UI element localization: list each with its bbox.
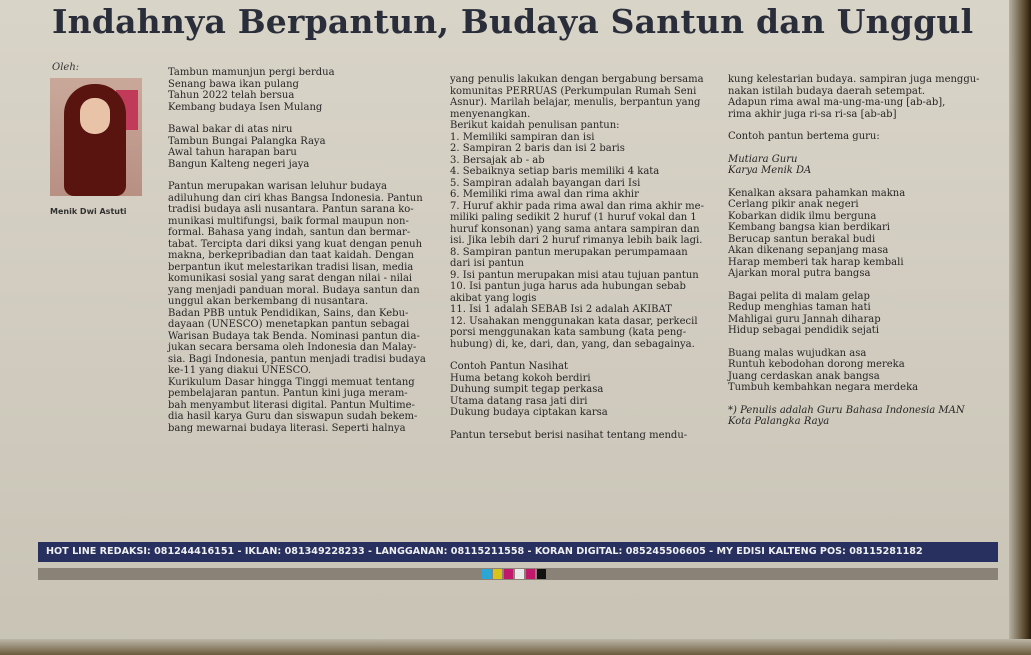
poem-stanza-3: Buang malas wujudkan asa Runtuh kebodohan dorong mereka Juang cerdaskan anak bangsa Tumbuh kembahkan negara merdeka [728,347,919,393]
example-guru-heading: Contoh pantun bertema guru: [728,131,880,142]
poem-title: Mutiara Guru Karya Menik DA [728,153,812,176]
paper-edge-bottom [0,639,1031,655]
example-pantun-nasihat: Contoh Pantun Nasihat Huma betang kokoh berdiri Duhung sumpit tegap perkasa Utama datang rasa jati diri Dukung budaya ciptakan karsa [450,361,608,418]
print-color-swatch-black [537,569,546,579]
opening-pantun-2: Bawal bakar di atas niru Tambun Bungai Palangka Raya Awal tahun harapan baru Bangun Kalteng negeri jaya [168,124,326,170]
author-photo [50,78,142,196]
article-body-2: Pantun tersebut berisi nasihat tentang mendu- [450,429,688,441]
poem-stanza-1: Kenalkan aksara pahamkan makna Cerlang pikir anak negeri Kobarkan didik ilmu berguna Kembang bangsa kian berdikari Berucap santun berakal budi Akan dikenang sepanjang masa Harap memberi tak harap kembali Ajarkan moral putra bangsa [728,187,906,279]
article-body-1: Pantun merupakan warisan leluhur budaya adiluhung dan ciri khas Bangsa Indonesia. Pantun tradisi budaya asli nusantara. Pantun sarana ko- munikasi multifungsi, baik formal maupun non- formal. Bahasa yang indah, santun dan bermar- tabat. Tercipta dari diksi yang kuat dengan penuh makna, berkepribadian dan taat kaidah. Dengan berpantun ikut melestarikan tradisi lisan, media komunikasi sosial yang sarat dengan nilai - nilai yang menjadi panduan moral. Budaya santun dan unggul akan berkembang di nusantara. Badan PBB untuk Pendidikan, Sains, dan Kebu- dayaan (UNESCO) menetapkan pantun sebagai Warisan Budaya tak Benda. Nominasi pantun dia- jukan secara bersama oleh Indonesia dan Malay- sia. Bagi Indonesia, pantun menjadi tradisi budaya ke-11 yang diakui UNESCO. Kurikulum Dasar hingga Tinggi memuat tentang pembelajaran pantun. Pantun kini juga meram- bah menyambut literasi digital. Pantun Multime- dia hasil karya Guru dan siswapun sudah bekem- bang mewarnai budaya literasi. Seperti halnya [168,181,426,434]
print-color-swatch-cyan [482,569,491,579]
hotline-banner [38,542,998,562]
article-column-3 [728,74,993,428]
print-color-swatch-magenta-2 [526,569,535,579]
article-column-1 [168,67,440,434]
byline-label: Oleh: [52,62,80,73]
article-column-2 [450,74,725,441]
opening-pantun-1: Tambun mamunjun pergi berdua Senang bawa ikan pulang Tahun 2022 telah bersua Kembang budaya Isen Mulang [168,67,335,113]
poem-stanza-2: Bagai pelita di malam gelap Redup menghias taman hati Mahligai guru Jannah diharap Hidup sebagai pendidik sejati [728,290,881,336]
print-color-swatch-yellow [493,569,502,579]
print-color-swatch-white [515,569,524,579]
author-note: *) Penulis adalah Guru Bahasa Indonesia MAN Kota Palangka Raya [728,404,965,427]
pantun-rules: yang penulis lakukan dengan bergabung bersama komunitas PERRUAS (Perkumpulan Rumah Seni Asnur). Marilah belajar, menulis, berpantun yang menyenangkan. Berikut kaidah penulisan pantun: 1. Memiliki sampiran dan isi 2. Sampiran 2 baris dan isi 2 baris 3. Bersajak ab - ab 4. Sebaiknya setiap baris memiliki 4 kata 5. Sampiran adalah bayangan dari Isi 6. Memiliki rima awal dan rima akhir 7. Huruf akhir pada rima awal dan rima akhir me- miliki paling sedikit 2 huruf (1 huruf vokal dan 1 huruf konsonan) yang sama antara sampiran dan isi. Jika lebih dari 2 huruf rimanya lebih baik lagi. 8. Sampiran pantun merupakan perumpamaan dari isi pantun 9. Isi pantun merupakan misi atau tujuan pantun 10. Isi pantun juga harus ada hubungan sebab akibat yang logis 11. Isi 1 adalah SEBAB Isi 2 adalah AKIBAT 12. Usahakan menggunakan kata dasar, perkecil porsi menggunakan kata sambung (kata peng- hubung) di, ke, dari, dan, yang, dan sebagainya. [450,74,704,350]
hotline-text: HOT LINE REDAKSI: 081244416151 - IKLAN: 081349228233 - LANGGANAN: 08115211558 - KORAN DIGITAL: 085245506605 - MY EDISI KALTENG POS: 08115281182 [46,546,923,557]
photo-caption: Menik Dwi Astuti [50,207,127,216]
article-body-3: kung kelestarian budaya. sampiran juga menggu- nakan istilah budaya daerah setempat. Adapun rima awal ma-ung-ma-ung [ab-ab], rima akhir juga ri-sa ri-sa [ab-ab] [728,74,980,120]
print-color-swatch-magenta [504,569,513,579]
article-headline: Indahnya Berpantun, Budaya Santun dan Unggul [52,2,974,41]
photo-face [80,98,110,134]
paper-edge-right [1009,0,1031,655]
